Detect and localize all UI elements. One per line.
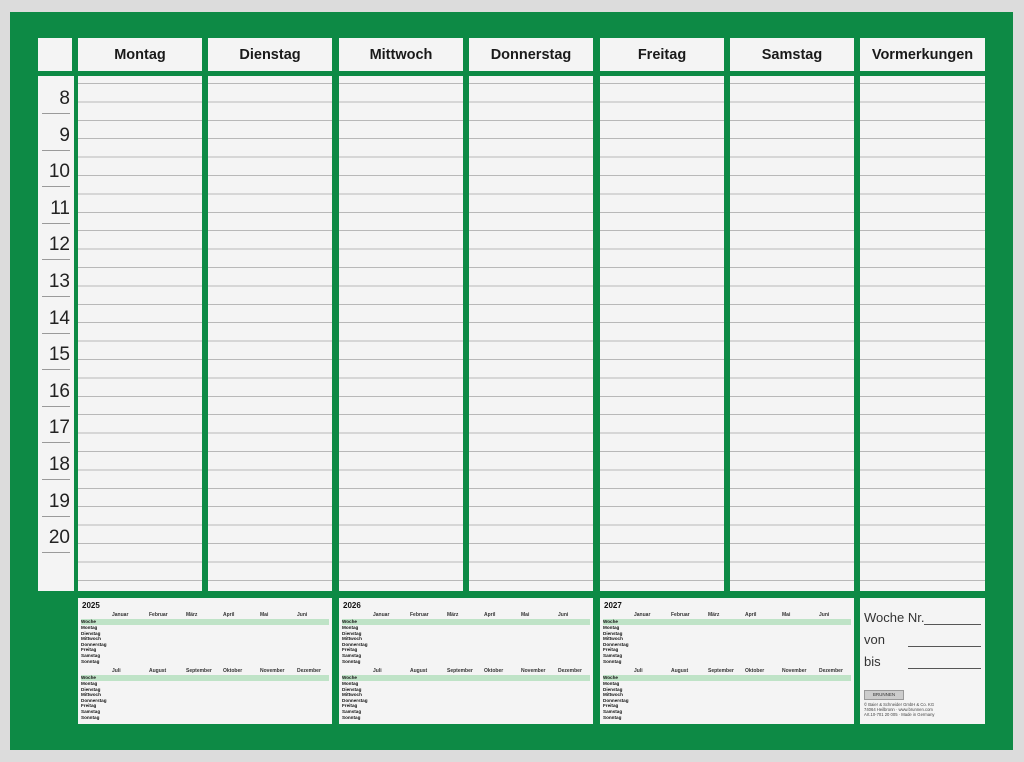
month-label: Mai [260,612,269,618]
weekday-label: Sonntag [342,714,361,720]
imprint-line-3: Art.10-701 20 005 · Made in Germany [864,712,935,717]
month-label: Dezember [819,668,843,674]
hour-label: 20 [48,527,70,549]
calendar-year: 2027 [604,601,622,610]
imprint-line-1: © Baier & Schneider GmbH & Co. KG [864,702,935,707]
hour-label: 13 [48,271,70,292]
month-label: März [186,612,198,618]
month-label: April [484,612,496,618]
corner-cell [38,38,72,71]
weekday-label: Samstag [603,653,623,658]
weekday-label: Dienstag [342,686,362,692]
hour-rule [42,516,70,517]
weekday-label: Freitag [342,647,358,653]
month-label: Februar [410,612,429,618]
month-label: Juni [819,612,830,618]
week-number-label: Woche Nr. [864,610,925,625]
weekday-label: Sonntag [603,714,622,720]
hour-rule [42,186,70,187]
month-label: Januar [112,612,129,618]
hour-rule [42,223,70,224]
hour-label: 16 [48,380,70,402]
month-label: Mai [782,612,791,618]
hour-label: 14 [48,307,70,329]
month-label: Oktober [223,668,243,674]
week-band [81,675,329,681]
weekday-label: Donnerstag [603,697,629,703]
month-label: Juni [558,612,569,618]
column-notes[interactable] [860,76,985,591]
weekday-label: Freitag [603,703,619,709]
from-label: von [864,632,885,647]
imprint-line-2: 74064 Heilbronn · www.brunnen.com [864,707,933,712]
calendar-2025 [78,598,332,724]
brand-logo: BRUNNEN [864,690,904,700]
weekday-label: Donnerstag [342,697,368,703]
weekday-label: Sonntag [603,658,622,664]
weekday-label: Donnerstag [81,641,107,647]
weekday-label: Mittwoch [342,692,362,698]
weekday-label: Samstag [81,653,101,658]
week-label: Woche [342,619,357,624]
month-label: Juni [297,612,308,618]
weekday-label: Samstag [342,709,362,714]
weekday-label: Samstag [342,653,362,658]
header-friday: Freitag [600,38,724,71]
weekday-label: Mittwoch [81,692,101,698]
month-label: August [671,668,689,674]
week-band [81,619,329,625]
hour-rule [42,369,70,370]
weekday-label: Dienstag [342,630,362,636]
hour-rule [42,259,70,260]
weekday-label: Donnerstag [342,641,368,647]
weekday-label: Donnerstag [81,697,107,703]
hour-rule [42,150,70,151]
hour-label: 8 [59,88,70,109]
weekday-label: Montag [342,625,359,630]
header-thursday: Donnerstag [469,38,593,71]
weekday-label: Freitag [603,647,619,653]
week-label: Woche [81,675,96,680]
week-label: Woche [603,675,618,680]
month-label: Februar [671,612,690,618]
weekday-label: Montag [81,625,98,630]
month-label: Februar [149,612,168,618]
weekday-label: Freitag [342,703,358,709]
weekday-label: Freitag [81,703,97,709]
planner-board [10,12,1013,750]
weekday-label: Samstag [81,709,101,714]
month-label: September [447,668,473,674]
month-label: Juli [112,668,121,674]
week-number-line[interactable] [924,624,981,625]
hour-rule [42,406,70,407]
column-saturday[interactable] [730,76,854,591]
month-label: Oktober [745,668,765,674]
hour-rule [42,296,70,297]
weekday-label: Dienstag [603,686,623,692]
month-label: November [521,668,546,674]
month-label: September [186,668,212,674]
calendar-2027 [600,598,854,724]
weekday-label: Freitag [81,647,97,653]
month-label: Dezember [297,668,321,674]
header-monday: Montag [78,38,202,71]
week-label: Woche [81,619,96,624]
week-band [342,675,590,681]
month-label: März [708,612,720,618]
weekday-label: Samstag [603,709,623,714]
header-tuesday: Dienstag [208,38,332,71]
column-monday[interactable] [78,76,202,591]
weekday-label: Sonntag [81,714,100,720]
month-label: Juli [373,668,382,674]
calendar-2026 [339,598,593,724]
month-label: Januar [634,612,651,618]
month-label: Oktober [484,668,504,674]
calendar-year: 2025 [82,601,100,610]
weekday-label: Dienstag [603,630,623,636]
header-wednesday: Mittwoch [339,38,463,71]
header-saturday: Samstag [730,38,854,71]
weekday-label: Mittwoch [342,636,362,642]
hour-rule [42,113,70,114]
week-band [342,619,590,625]
month-label: September [708,668,734,674]
hour-label: 12 [48,234,70,256]
hour-column [38,76,74,591]
week-label: Woche [342,675,357,680]
month-label: März [447,612,459,618]
weekday-label: Montag [81,681,98,686]
weekday-label: Mittwoch [603,692,623,698]
month-label: Juli [634,668,643,674]
hour-rule [42,552,70,553]
weekday-label: Mittwoch [81,636,101,642]
month-label: August [410,668,428,674]
column-thursday[interactable] [469,76,593,591]
week-info-box [860,598,985,724]
month-label: April [745,612,757,618]
weekday-label: Sonntag [81,658,100,664]
month-label: Januar [373,612,390,618]
hour-label: 15 [48,344,70,366]
weekday-label: Donnerstag [603,641,629,647]
week-band [603,619,851,625]
week-label: Woche [603,619,618,624]
calendar-year: 2026 [343,601,361,610]
hour-rule [42,479,70,480]
weekday-label: Montag [603,681,620,686]
from-line[interactable] [908,646,981,647]
column-wednesday[interactable] [339,76,463,591]
month-label: Mai [521,612,530,618]
column-friday[interactable] [600,76,724,591]
weekday-label: Dienstag [81,630,101,636]
header-notes: Vormerkungen [860,38,985,71]
month-label: April [223,612,235,618]
to-line[interactable] [908,668,981,669]
hour-label: 18 [48,454,70,475]
weekday-label: Dienstag [81,686,101,692]
hour-label: 10 [48,161,70,183]
month-label: November [260,668,285,674]
hour-rule [42,333,70,334]
month-label: August [149,668,167,674]
weekday-label: Mittwoch [603,636,623,642]
weekday-label: Montag [342,681,359,686]
week-band [603,675,851,681]
hour-label: 11 [50,197,70,219]
weekday-label: Sonntag [342,658,361,664]
to-label: bis [864,654,881,669]
hour-label: 9 [59,124,70,146]
column-tuesday[interactable] [208,76,332,591]
month-label: November [782,668,807,674]
month-label: Dezember [558,668,582,674]
hour-label: 19 [48,490,70,512]
hour-label: 17 [48,417,70,439]
hour-rule [42,442,70,443]
weekday-label: Montag [603,625,620,630]
